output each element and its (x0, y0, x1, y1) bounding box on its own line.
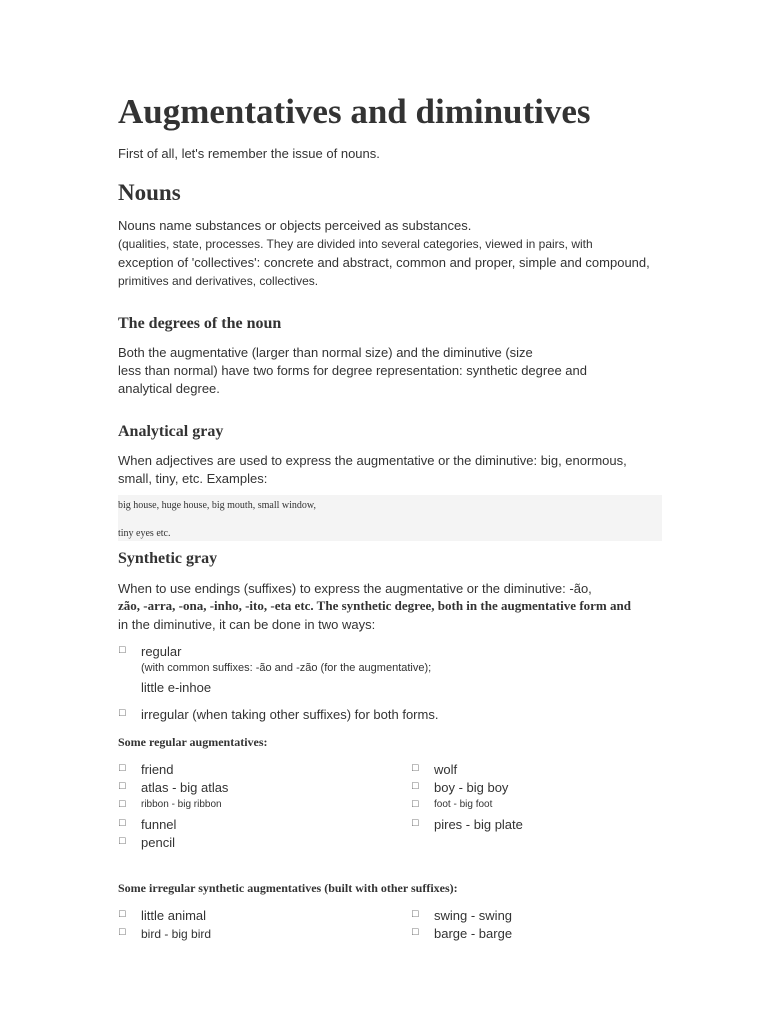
nouns-line-4: primitives and derivatives, collectives. (118, 274, 319, 288)
synthetic-line-2: zão, -arra, -ona, -inho, -ito, -eta etc. The synthetic degree, both in the augmentative form and (118, 598, 631, 613)
example-line-1: big house, huge house, big mouth, small window, (118, 500, 316, 511)
degrees-line-3: analytical degree. (118, 381, 220, 396)
example-box (118, 495, 662, 541)
list-item: little animal (141, 908, 207, 923)
analytical-line-2: small, tiny, etc. Examples: (118, 471, 268, 486)
bullet-icon: □ (412, 762, 419, 774)
list-item: barge - barge (434, 926, 513, 941)
bullet-icon: □ (412, 817, 419, 829)
bullet-icon: □ (119, 780, 126, 792)
list-item-regular-sub: (with common suffixes: -ão and -zão (for the augmentative); (141, 662, 432, 674)
synthetic-line-1: When to use endings (suffixes) to express the augmentative or the diminutive: -ão, (118, 581, 592, 596)
bullet-icon: □ (412, 798, 419, 810)
irregular-augmentatives-heading: Some irregular synthetic augmentatives (built with other suffixes): (118, 881, 458, 895)
bullet-icon: □ (119, 817, 126, 829)
bullet-icon: □ (119, 908, 126, 920)
list-item: foot - big foot (434, 799, 493, 810)
bullet-icon: □ (119, 644, 126, 656)
analytical-line-1: When adjectives are used to express the augmentative or the diminutive: big, enormous, (118, 453, 627, 468)
list-item: atlas - big atlas (141, 780, 229, 795)
nouns-line-2: (qualities, state, processes. They are divided into several categories, viewed in pairs, with (118, 237, 593, 251)
nouns-heading: Nouns (118, 180, 181, 205)
example-line-2: tiny eyes etc. (118, 528, 171, 539)
bullet-icon: □ (119, 926, 126, 938)
intro-text: First of all, let's remember the issue of nouns. (118, 146, 380, 161)
bullet-icon: □ (412, 908, 419, 920)
list-item: ribbon - big ribbon (141, 799, 222, 810)
degrees-heading: The degrees of the noun (118, 315, 282, 332)
bullet-icon: □ (412, 780, 419, 792)
list-item: boy - big boy (434, 780, 509, 795)
degrees-line-1: Both the augmentative (larger than normal size) and the diminutive (size (118, 345, 533, 360)
list-item-irregular: irregular (when taking other suffixes) for both forms. (141, 707, 439, 722)
synthetic-heading: Synthetic gray (118, 550, 218, 567)
bullet-icon: □ (119, 762, 126, 774)
nouns-line-1: Nouns name substances or objects perceived as substances. (118, 218, 472, 233)
list-item: wolf (434, 762, 458, 777)
regular-augmentatives-heading: Some regular augmentatives: (118, 735, 268, 749)
list-item: swing - swing (434, 908, 513, 923)
list-item-regular: regular (141, 644, 182, 659)
degrees-line-2: less than normal) have two forms for degree representation: synthetic degree and (118, 363, 587, 378)
list-item: friend (141, 762, 174, 777)
analytical-heading: Analytical gray (118, 423, 224, 440)
bullet-icon: □ (119, 707, 126, 719)
list-item-regular-sub-2: little e-inhoe (141, 680, 212, 695)
bullet-icon: □ (119, 798, 126, 810)
list-item: pires - big plate (434, 817, 523, 832)
synthetic-line-3: in the diminutive, it can be done in two ways: (118, 617, 376, 632)
list-item: funnel (141, 817, 177, 832)
list-item: pencil (141, 835, 175, 850)
bullet-icon: □ (119, 835, 126, 847)
bullet-icon: □ (412, 926, 419, 938)
list-item: bird - big bird (141, 927, 212, 941)
nouns-line-3: exception of 'collectives': concrete and abstract, common and proper, simple and compound, (118, 255, 650, 270)
page-title: Augmentatives and diminutives (118, 92, 591, 131)
